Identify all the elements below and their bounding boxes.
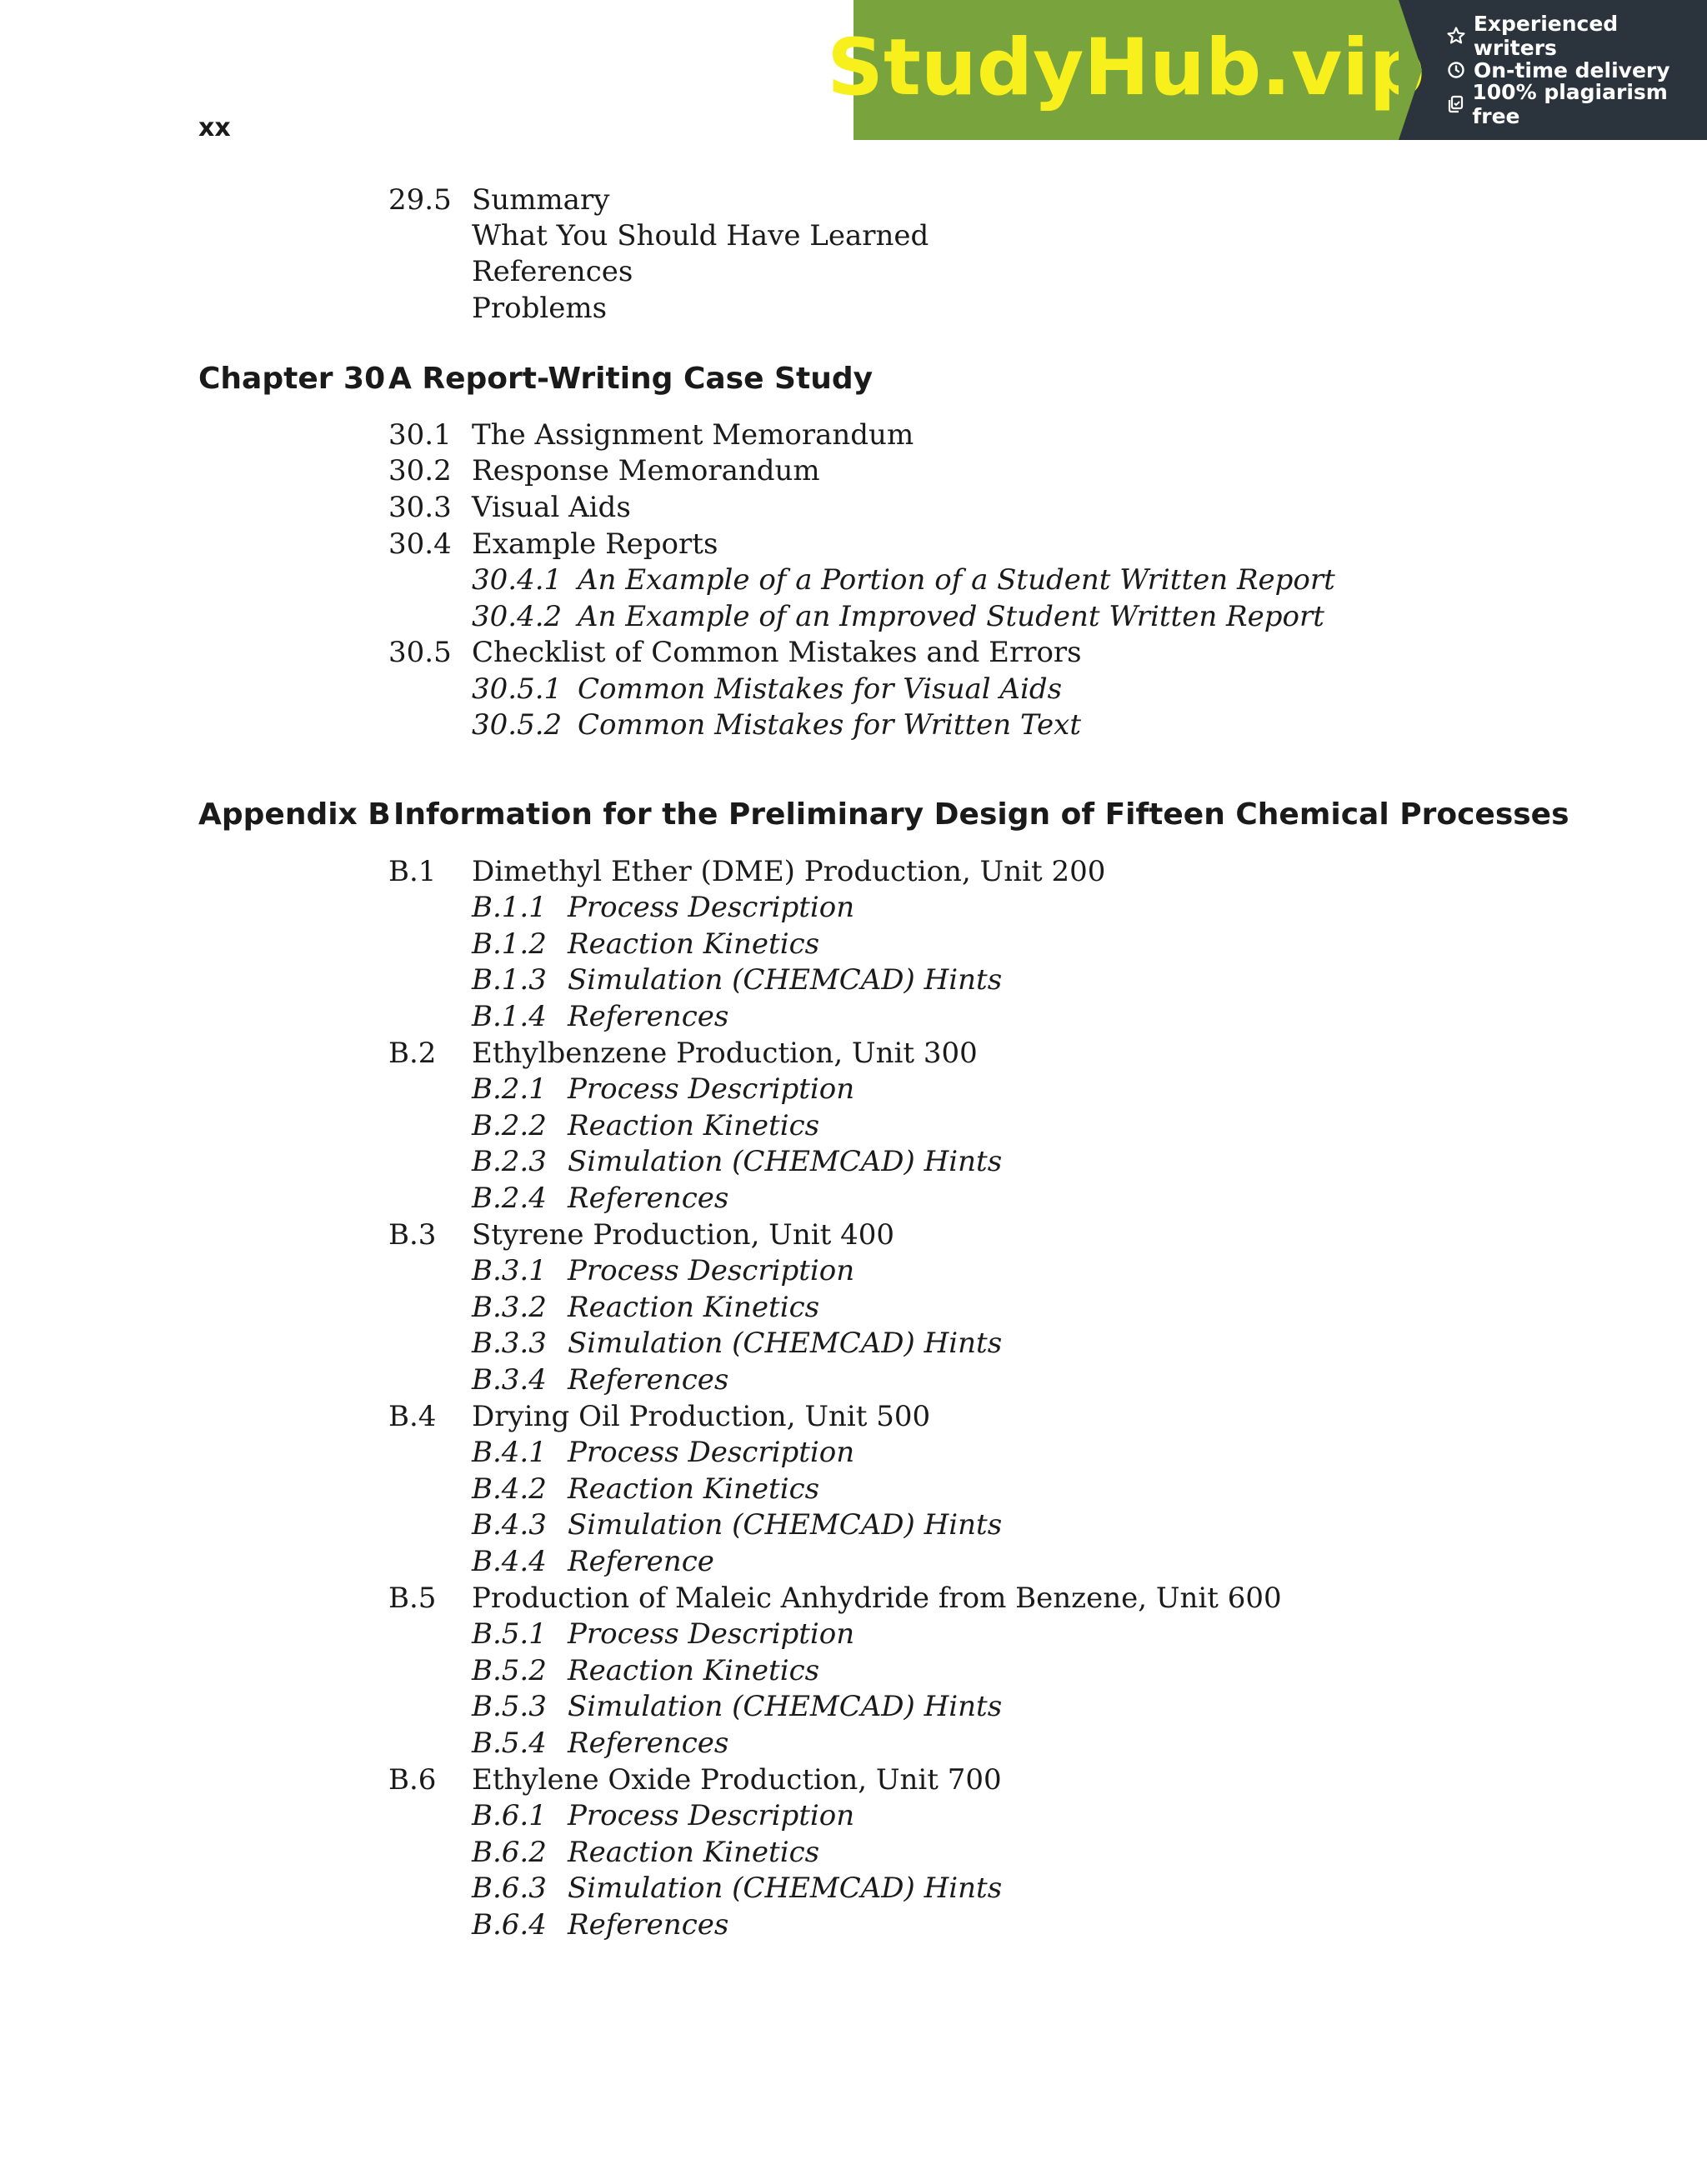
toc-entry-number: B.1.1 (472, 891, 547, 924)
banner-feature-writers (1445, 12, 1707, 60)
banner-feature-label: On-time delivery (1474, 57, 1670, 82)
toc-entry-number: B.2.4 (472, 1182, 547, 1215)
toc-entry-title: Summary (472, 183, 610, 217)
toc-entry (472, 257, 633, 286)
toc-entry-number: B.1.2 (472, 927, 547, 961)
toc-entry-number: B.5.3 (472, 1690, 547, 1723)
toc-entry-title: Simulation (CHEMCAD) Hints (568, 1327, 1003, 1360)
toc-entry-number: B.6.3 (472, 1872, 547, 1905)
appendix-label: Appendix B (198, 797, 391, 832)
toc-entry-number: B.3.4 (472, 1363, 547, 1397)
toc-entry-number: B.4.4 (472, 1545, 547, 1578)
toc-entry-title: Process Description (568, 1799, 855, 1832)
toc-entry-title: Process Description (568, 891, 855, 924)
toc-entry-number: B.6.4 (472, 1908, 547, 1942)
toc-entry-title: Response Memorandum (472, 454, 820, 487)
toc-entry-title: References (568, 1363, 729, 1397)
toc-entry-title: References (568, 1727, 729, 1760)
toc-entry-title: Reaction Kinetics (568, 1291, 820, 1324)
toc-entry-title: Common Mistakes for Visual Aids (578, 672, 1063, 706)
banner-features (1399, 0, 1707, 140)
toc-entry-title: References (568, 1182, 729, 1215)
toc-entry-number: B.1.4 (472, 1000, 547, 1033)
toc-entry-number: B.5.1 (472, 1617, 547, 1651)
toc-entry-number: B.3.2 (472, 1291, 547, 1324)
toc-entry (472, 219, 929, 252)
toc-entry-number: B.5 (388, 1582, 437, 1615)
banner-feature-label: Experienced writers (1473, 12, 1619, 60)
toc-entry-number: B.6 (388, 1763, 437, 1797)
toc-entry-number: B.4.2 (472, 1472, 547, 1506)
banner-divider (1399, 0, 1422, 140)
chapter-label: Chapter 30 (198, 362, 386, 396)
toc-entry-number: B.2.2 (472, 1109, 547, 1142)
toc-entry-number: B.4.3 (472, 1508, 547, 1542)
toc-entry-title: Ethylbenzene Production, Unit 300 (472, 1037, 978, 1070)
toc-entry-title: Visual Aids (472, 491, 631, 524)
toc-entry-number: 30.2 (388, 454, 452, 487)
toc-entry-number: 30.5.2 (472, 708, 563, 742)
banner-feature-plagiarism (1445, 80, 1707, 128)
toc-entry-number: B.3.3 (472, 1327, 547, 1360)
appendix-title: Information for the Preliminary Design of Fifteen Chemical Processes (393, 797, 1569, 832)
toc-entry-title: Simulation (CHEMCAD) Hints (568, 963, 1003, 997)
toc-entry-title: Process Description (568, 1072, 855, 1106)
toc-entry-number: 30.5.1 (472, 672, 563, 706)
toc-entry-number: B.5.4 (472, 1727, 547, 1760)
star-icon (1445, 25, 1467, 47)
toc-entry-title: An Example of a Portion of a Student Written Report (578, 563, 1335, 597)
toc-entry-number: B.4 (388, 1400, 437, 1433)
toc-entry-title: Checklist of Common Mistakes and Errors (472, 636, 1082, 669)
toc-entry-title: Styrene Production, Unit 400 (472, 1218, 894, 1252)
banner-logo-panel[interactable] (827, 0, 1425, 140)
toc-entry-title: Process Description (568, 1436, 855, 1469)
toc-entry-title: Common Mistakes for Written Text (578, 708, 1081, 742)
toc-entry-number: B.6.1 (472, 1799, 547, 1832)
toc-entry-title: An Example of an Improved Student Written Report (578, 600, 1324, 633)
chapter-title: A Report-Writing Case Study (388, 362, 874, 396)
page-number: xx (198, 113, 231, 142)
toc-entry-title: Reference (568, 1545, 714, 1578)
toc-entry-title: Reaction Kinetics (568, 1836, 820, 1869)
toc-entry-title: Reaction Kinetics (568, 1472, 820, 1506)
toc-entry-number: B.2 (388, 1037, 437, 1070)
toc-entry-title: Drying Oil Production, Unit 500 (472, 1400, 931, 1433)
toc-entry-title: Simulation (CHEMCAD) Hints (568, 1690, 1003, 1723)
toc-entry-title: Dimethyl Ether (DME) Production, Unit 200 (472, 855, 1106, 888)
studyhub-logo[interactable]: StudyHub.vip (827, 22, 1425, 113)
copy-icon (1445, 93, 1465, 115)
toc-entry-title: Ethylene Oxide Production, Unit 700 (472, 1763, 1002, 1797)
toc-entry-number: B.2.3 (472, 1145, 547, 1178)
toc-entry-title: Reaction Kinetics (568, 1109, 820, 1142)
toc-entry-title: References (472, 255, 633, 288)
toc-entry-title: References (568, 1908, 729, 1942)
toc-entry-number: B.4.1 (472, 1436, 547, 1469)
toc-entry-number: B.3.1 (472, 1254, 547, 1287)
toc-entry (472, 292, 608, 325)
toc-entry-title: What You Should Have Learned (472, 219, 929, 252)
toc-entry-number: 30.4.1 (472, 563, 563, 597)
toc-entry-title: Production of Maleic Anhydride from Benzene, Unit 600 (472, 1582, 1282, 1615)
clock-icon (1445, 59, 1467, 81)
toc-entry-number: B.6.2 (472, 1836, 547, 1869)
toc-entry-title: The Assignment Memorandum (472, 418, 914, 452)
toc-entry-number: B.3 (388, 1218, 437, 1252)
toc-entry-number: 30.4.2 (472, 600, 563, 633)
toc-entry-title: Reaction Kinetics (568, 1654, 820, 1687)
banner-feature-label: 100% plagiarism free (1472, 80, 1668, 128)
toc-entry-number: 29.5 (388, 183, 452, 217)
toc-entry-title: Reaction Kinetics (568, 927, 820, 961)
toc-entry-title: Process Description (568, 1617, 855, 1651)
toc-entry-title: Problems (472, 292, 608, 325)
toc-entry-number: 30.5 (388, 636, 452, 669)
toc-entry-title: Simulation (CHEMCAD) Hints (568, 1508, 1003, 1542)
toc-entry-number: 30.3 (388, 491, 452, 524)
toc-entry-title: Simulation (CHEMCAD) Hints (568, 1872, 1003, 1905)
toc-entry-title: References (568, 1000, 729, 1033)
toc-entry-number: B.5.2 (472, 1654, 547, 1687)
toc-entry-title: Process Description (568, 1254, 855, 1287)
toc-entry-number: B.1 (388, 855, 437, 888)
toc-entry-number: 30.4 (388, 527, 452, 561)
toc-entry-number: B.1.3 (472, 963, 547, 997)
toc-entry-number: B.2.1 (472, 1072, 547, 1106)
toc-entry-title: Simulation (CHEMCAD) Hints (568, 1145, 1003, 1178)
studyhub-banner[interactable] (827, 0, 1707, 140)
toc-entry-number: 30.1 (388, 418, 452, 452)
toc-entry-title: Example Reports (472, 527, 718, 561)
